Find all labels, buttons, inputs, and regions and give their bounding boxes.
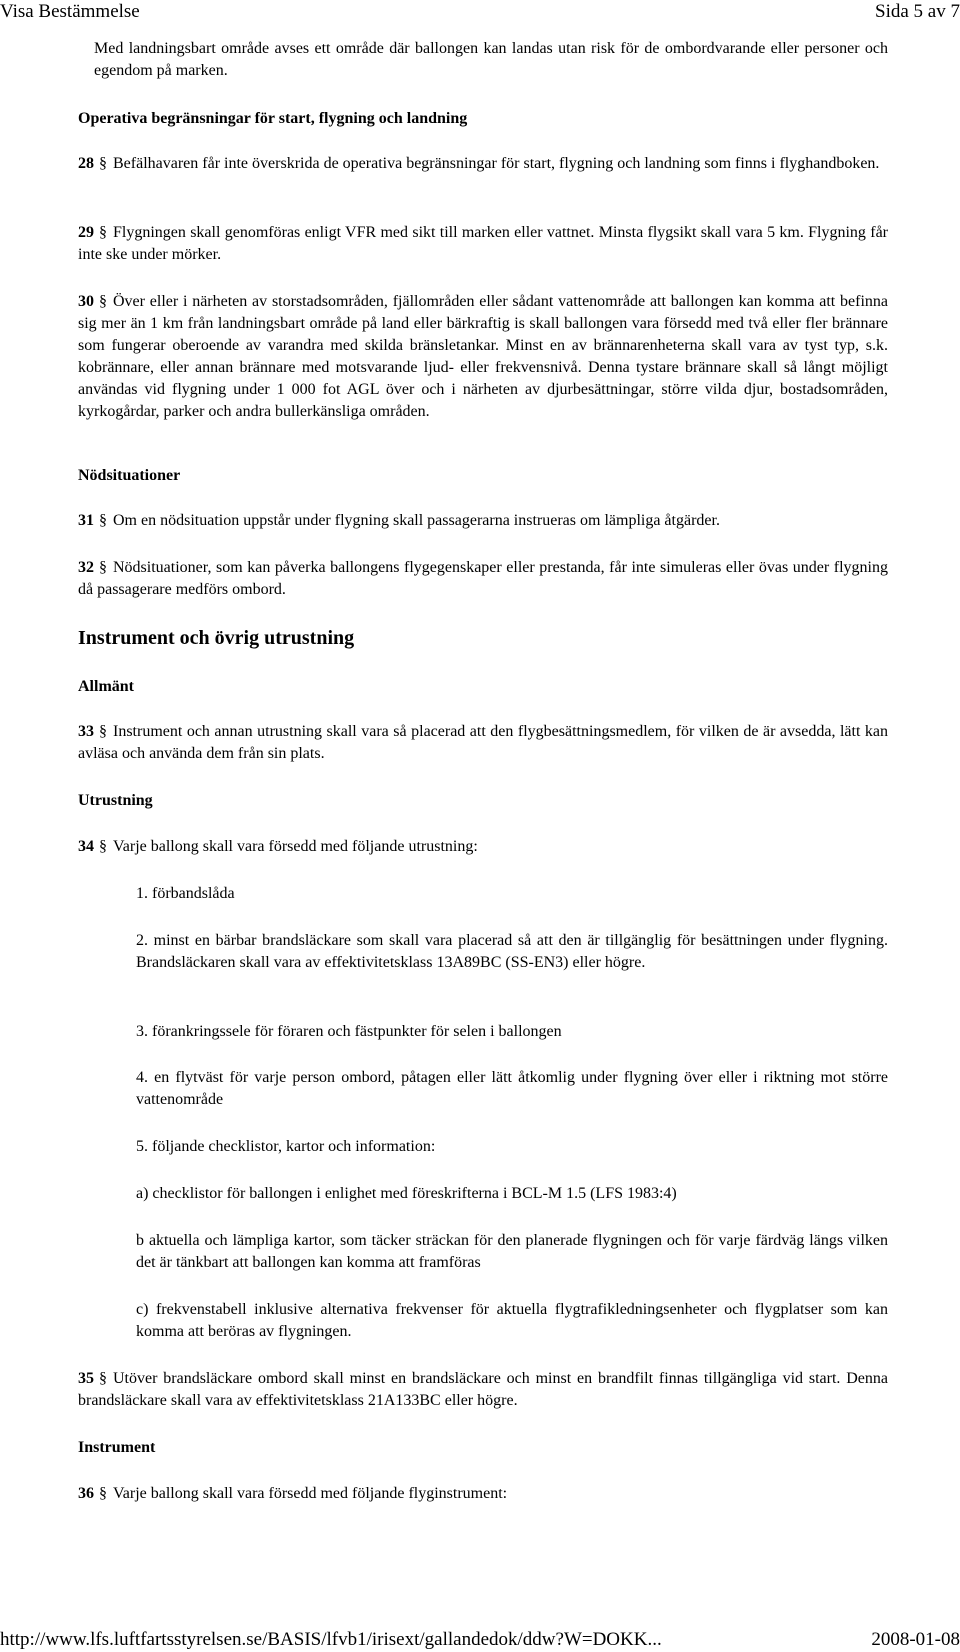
paragraph-34 bbox=[78, 836, 888, 858]
paragraph-number: 36 bbox=[78, 1485, 94, 1502]
paragraph-text: Varje ballong skall vara försedd med följande utrustning: bbox=[113, 838, 478, 855]
chapter-heading-instruments: Instrument och övrig utrustning bbox=[78, 627, 355, 649]
paragraph-text: Varje ballong skall vara försedd med följande flyginstrument: bbox=[113, 1485, 508, 1502]
list-item: 2. minst en bärbar brandsläckare som skall vara placerad så att den är tillgänglig för besättningen under flygning. Brandsläckaren skall vara av effektivitetsklass 13A89BC (SS-EN3) eller högre. bbox=[136, 932, 888, 971]
heading-equipment: Utrustning bbox=[78, 792, 153, 809]
list-item: a) checklistor för ballongen i enlighet med föreskrifterna i BCL-M 1.5 (LFS 1983:4) bbox=[136, 1185, 677, 1202]
section-sign: § bbox=[99, 293, 107, 310]
page-header bbox=[0, 0, 960, 24]
list-item: 3. förankringssele för föraren och fästpunkter för selen i ballongen bbox=[136, 1023, 562, 1040]
page-number: Sida 5 av 7 bbox=[875, 1, 960, 22]
list-item: 1. förbandslåda bbox=[136, 885, 235, 902]
list-item: 4. en flytväst för varje person ombord, påtagen eller lätt åtkomlig under flygning över eller i riktning mot större vattenområde bbox=[136, 1069, 888, 1108]
document-title: Visa Bestämmelse bbox=[0, 1, 140, 22]
paragraph-number: 32 bbox=[78, 559, 94, 576]
section-sign: § bbox=[99, 512, 107, 529]
list-item: 5. följande checklistor, kartor och information: bbox=[136, 1138, 436, 1155]
paragraph-number: 29 bbox=[78, 224, 94, 241]
paragraph-number: 28 bbox=[78, 155, 94, 172]
page-footer bbox=[0, 1628, 960, 1652]
heading-operative-limits: Operativa begränsningar för start, flygning och landning bbox=[78, 110, 468, 127]
paragraph-32 bbox=[78, 557, 888, 601]
paragraph-31 bbox=[78, 510, 888, 532]
heading-general: Allmänt bbox=[78, 678, 134, 695]
section-sign: § bbox=[99, 559, 107, 576]
paragraph-number: 31 bbox=[78, 512, 94, 529]
paragraph-text: Om en nödsituation uppstår under flygning skall passagerarna instrueras om lämpliga åtgärder. bbox=[113, 512, 720, 529]
paragraph-28 bbox=[78, 153, 888, 175]
paragraph-36 bbox=[78, 1483, 888, 1505]
paragraph-text: Över eller i närheten av storstadsområden, fjällområden eller sådant vattenområde att ballongen kan komma att befinna sig mer än 1 km från landningsbart område på land eller bärkraftig is skall ballongen vara försedd med två eller fler brännare som fungerar oberoende av varandra med skilda bränsletankar. Minst en av brännarenheterna skall vara av tyst typ, s.k. kobrännare, eller annan brännare med motsvarande ljud- eller frekvensnivå. Denna tystare brännare skall så långt möjligt användas vid flygning under 1 000 fot AGL över och i närheten av djurbesättningar, större vilda djur, bostadsområden, kyrkogårdar, parker och andra bullerkänsliga områden. bbox=[78, 293, 888, 420]
paragraph-33 bbox=[78, 721, 888, 765]
paragraph-text: Instrument och annan utrustning skall vara så placerad att den flygbesättningsmedlem, för vilken de är avsedda, lätt kan avläsa och använda dem från sin plats. bbox=[78, 723, 888, 762]
heading-instrument: Instrument bbox=[78, 1439, 156, 1456]
paragraph-number: 35 bbox=[78, 1370, 94, 1387]
paragraph-number: 33 bbox=[78, 723, 94, 740]
section-sign: § bbox=[99, 1485, 107, 1502]
paragraph-text: Befälhavaren får inte överskrida de operativa begränsningar för start, flygning och landning som finns i flyghandboken. bbox=[113, 155, 880, 172]
source-url[interactable]: http://www.lfs.luftfartsstyrelsen.se/BASIS/lfvb1/irisext/gallandedok/ddw?W=DOKK... bbox=[0, 1629, 662, 1650]
list-item: b aktuella och lämpliga kartor, som täcker sträckan för den planerade flygningen och för varje färdväg längs vilken det är tänkbart att ballongen kan komma att framföras bbox=[136, 1232, 888, 1271]
section-sign: § bbox=[99, 224, 107, 241]
section-sign: § bbox=[99, 155, 107, 172]
intro-paragraph: Med landningsbart område avses ett område där ballongen kan landas utan risk för de ombordvarande eller personer och egendom på marken. bbox=[94, 40, 888, 79]
paragraph-29 bbox=[78, 222, 888, 266]
section-sign: § bbox=[99, 723, 107, 740]
paragraph-number: 34 bbox=[78, 838, 94, 855]
paragraph-35 bbox=[78, 1368, 888, 1412]
paragraph-text: Flygningen skall genomföras enligt VFR med sikt till marken eller vattnet. Minsta flygsikt skall vara 5 km. Flygning får inte ske under mörker. bbox=[78, 224, 888, 263]
paragraph-text: Nödsituationer, som kan påverka ballongens flygegenskaper eller prestanda, får inte simuleras eller övas under flygning då passagerare medförs ombord. bbox=[78, 559, 888, 598]
print-date: 2008-01-08 bbox=[871, 1629, 960, 1650]
heading-emergency: Nödsituationer bbox=[78, 467, 181, 484]
list-item: c) frekvenstabell inklusive alternativa frekvenser för aktuella flygtrafikledningsenheter och flygplatser som kan komma att beröras av flygningen. bbox=[136, 1301, 888, 1340]
paragraph-text: Utöver brandsläckare ombord skall minst en brandsläckare och minst en brandfilt finnas tillgängliga vid start. Denna brandsläckare skall vara av effektivitetsklass 21A133BC eller högre. bbox=[78, 1370, 888, 1409]
paragraph-30 bbox=[78, 291, 888, 423]
paragraph-number: 30 bbox=[78, 293, 94, 310]
section-sign: § bbox=[99, 838, 107, 855]
section-sign: § bbox=[99, 1370, 107, 1387]
